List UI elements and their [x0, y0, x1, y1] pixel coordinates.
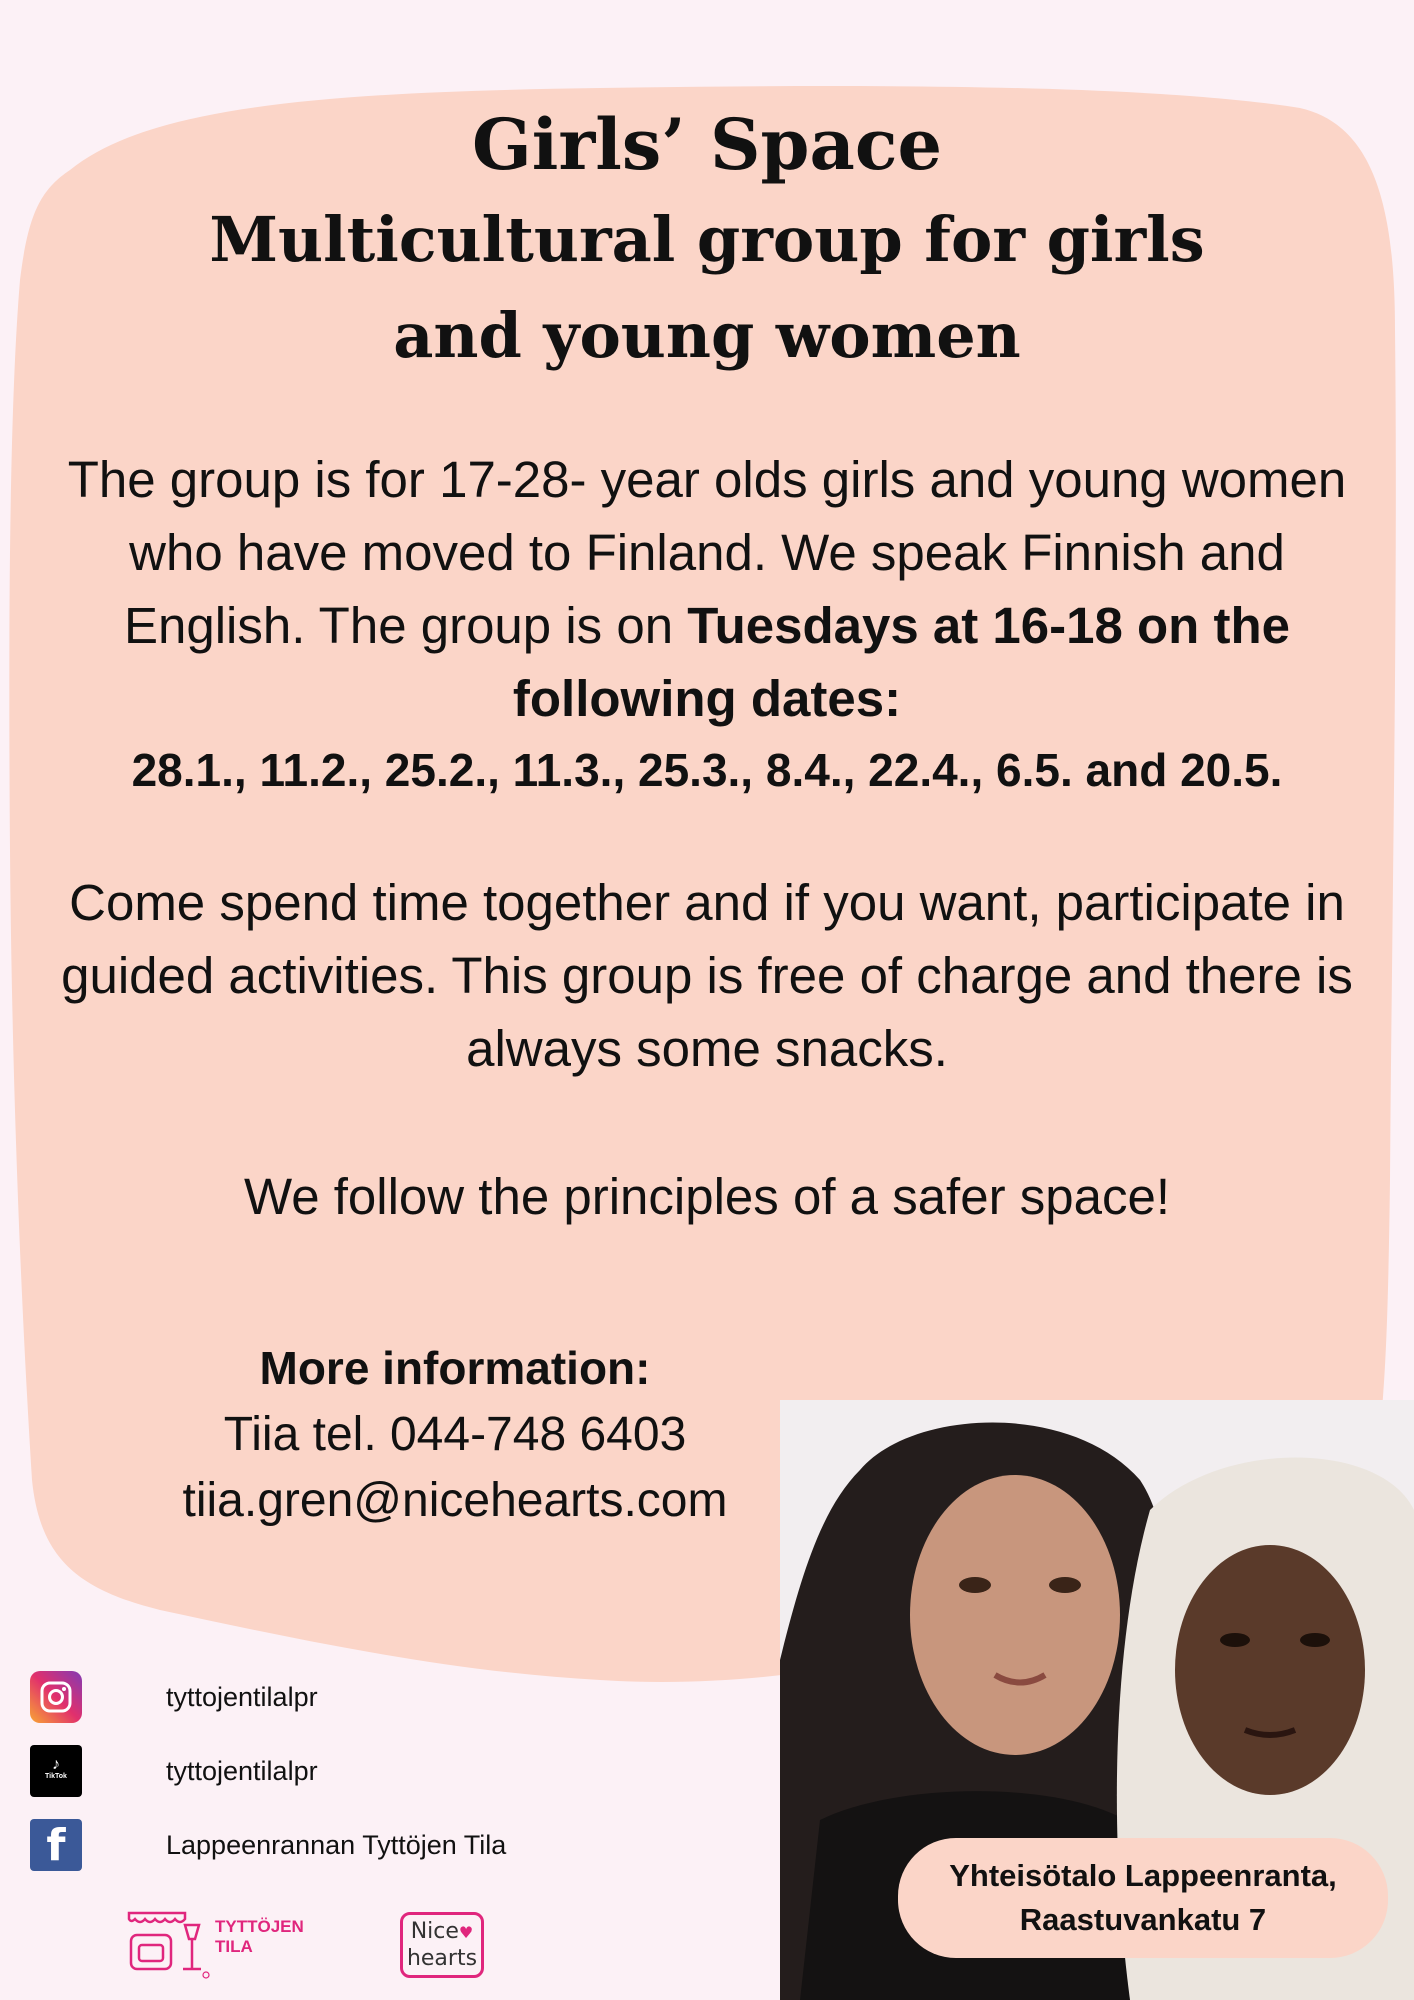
- tyttojen-tila-logo-icon: [125, 1905, 211, 1980]
- intro-schedule: Tuesdays at 16-18 on the following dates:: [512, 597, 1290, 727]
- tyttojen-tila-logo-text: [215, 1917, 304, 1957]
- activities-paragraph: Come spend time together and if you want, participate in guided activities. This group is free of charge and there is always some snacks.: [61, 874, 1353, 1077]
- contact-heading: More information:: [259, 1342, 651, 1394]
- tiktok-icon: ♪ TikTok: [30, 1745, 82, 1797]
- nicehearts-logo-text: [403, 1919, 481, 1972]
- heart-icon: ♥: [458, 1923, 474, 1942]
- social-facebook[interactable]: [30, 1818, 506, 1872]
- page-title: Girls’ Space: [471, 103, 942, 186]
- intro-text: The group is for 17-28- year olds girls and young women who have moved to Finland. We speak Finnish and English. The group is on: [67, 451, 1347, 654]
- instagram-icon: [30, 1671, 82, 1723]
- address-line-2: Raastuvankatu 7: [1019, 1902, 1267, 1937]
- intro-paragraph: [60, 443, 1354, 735]
- safer-space-text: We follow the principles of a safer space!: [243, 1168, 1171, 1225]
- page-subtitle: Multicultural group for girls and young women: [209, 203, 1205, 372]
- contact-phone: Tiia tel. 044-748 6403: [223, 1408, 687, 1461]
- nicehearts-logo: [400, 1912, 484, 1978]
- nicehearts-line-2: hearts: [406, 1946, 478, 1971]
- address-badge: [898, 1838, 1388, 1958]
- social-tiktok[interactable]: [30, 1744, 318, 1798]
- logo-line-2: TILA: [215, 1937, 253, 1956]
- tiktok-handle[interactable]: tyttojentilalpr: [166, 1755, 318, 1786]
- address-line-1: Yhteisötalo Lappeenranta,: [949, 1858, 1337, 1893]
- facebook-icon: f: [30, 1819, 82, 1871]
- social-instagram[interactable]: [30, 1670, 318, 1724]
- instagram-handle[interactable]: tyttojentilalpr: [166, 1681, 318, 1712]
- logo-line-1: TYTTÖJEN: [215, 1917, 304, 1936]
- contact-email: tiia.gren@nicehearts.com: [182, 1474, 728, 1527]
- session-dates: 28.1., 11.2., 25.2., 11.3., 25.3., 8.4., 22.4., 6.5. and 20.5.: [131, 744, 1283, 796]
- tiktok-icon-label: TikTok: [45, 1773, 67, 1780]
- tyttojen-tila-logo: [125, 1905, 325, 1980]
- nicehearts-line-1: Nice: [410, 1919, 459, 1944]
- facebook-page-name[interactable]: Lappeenrannan Tyttöjen Tila: [166, 1829, 507, 1860]
